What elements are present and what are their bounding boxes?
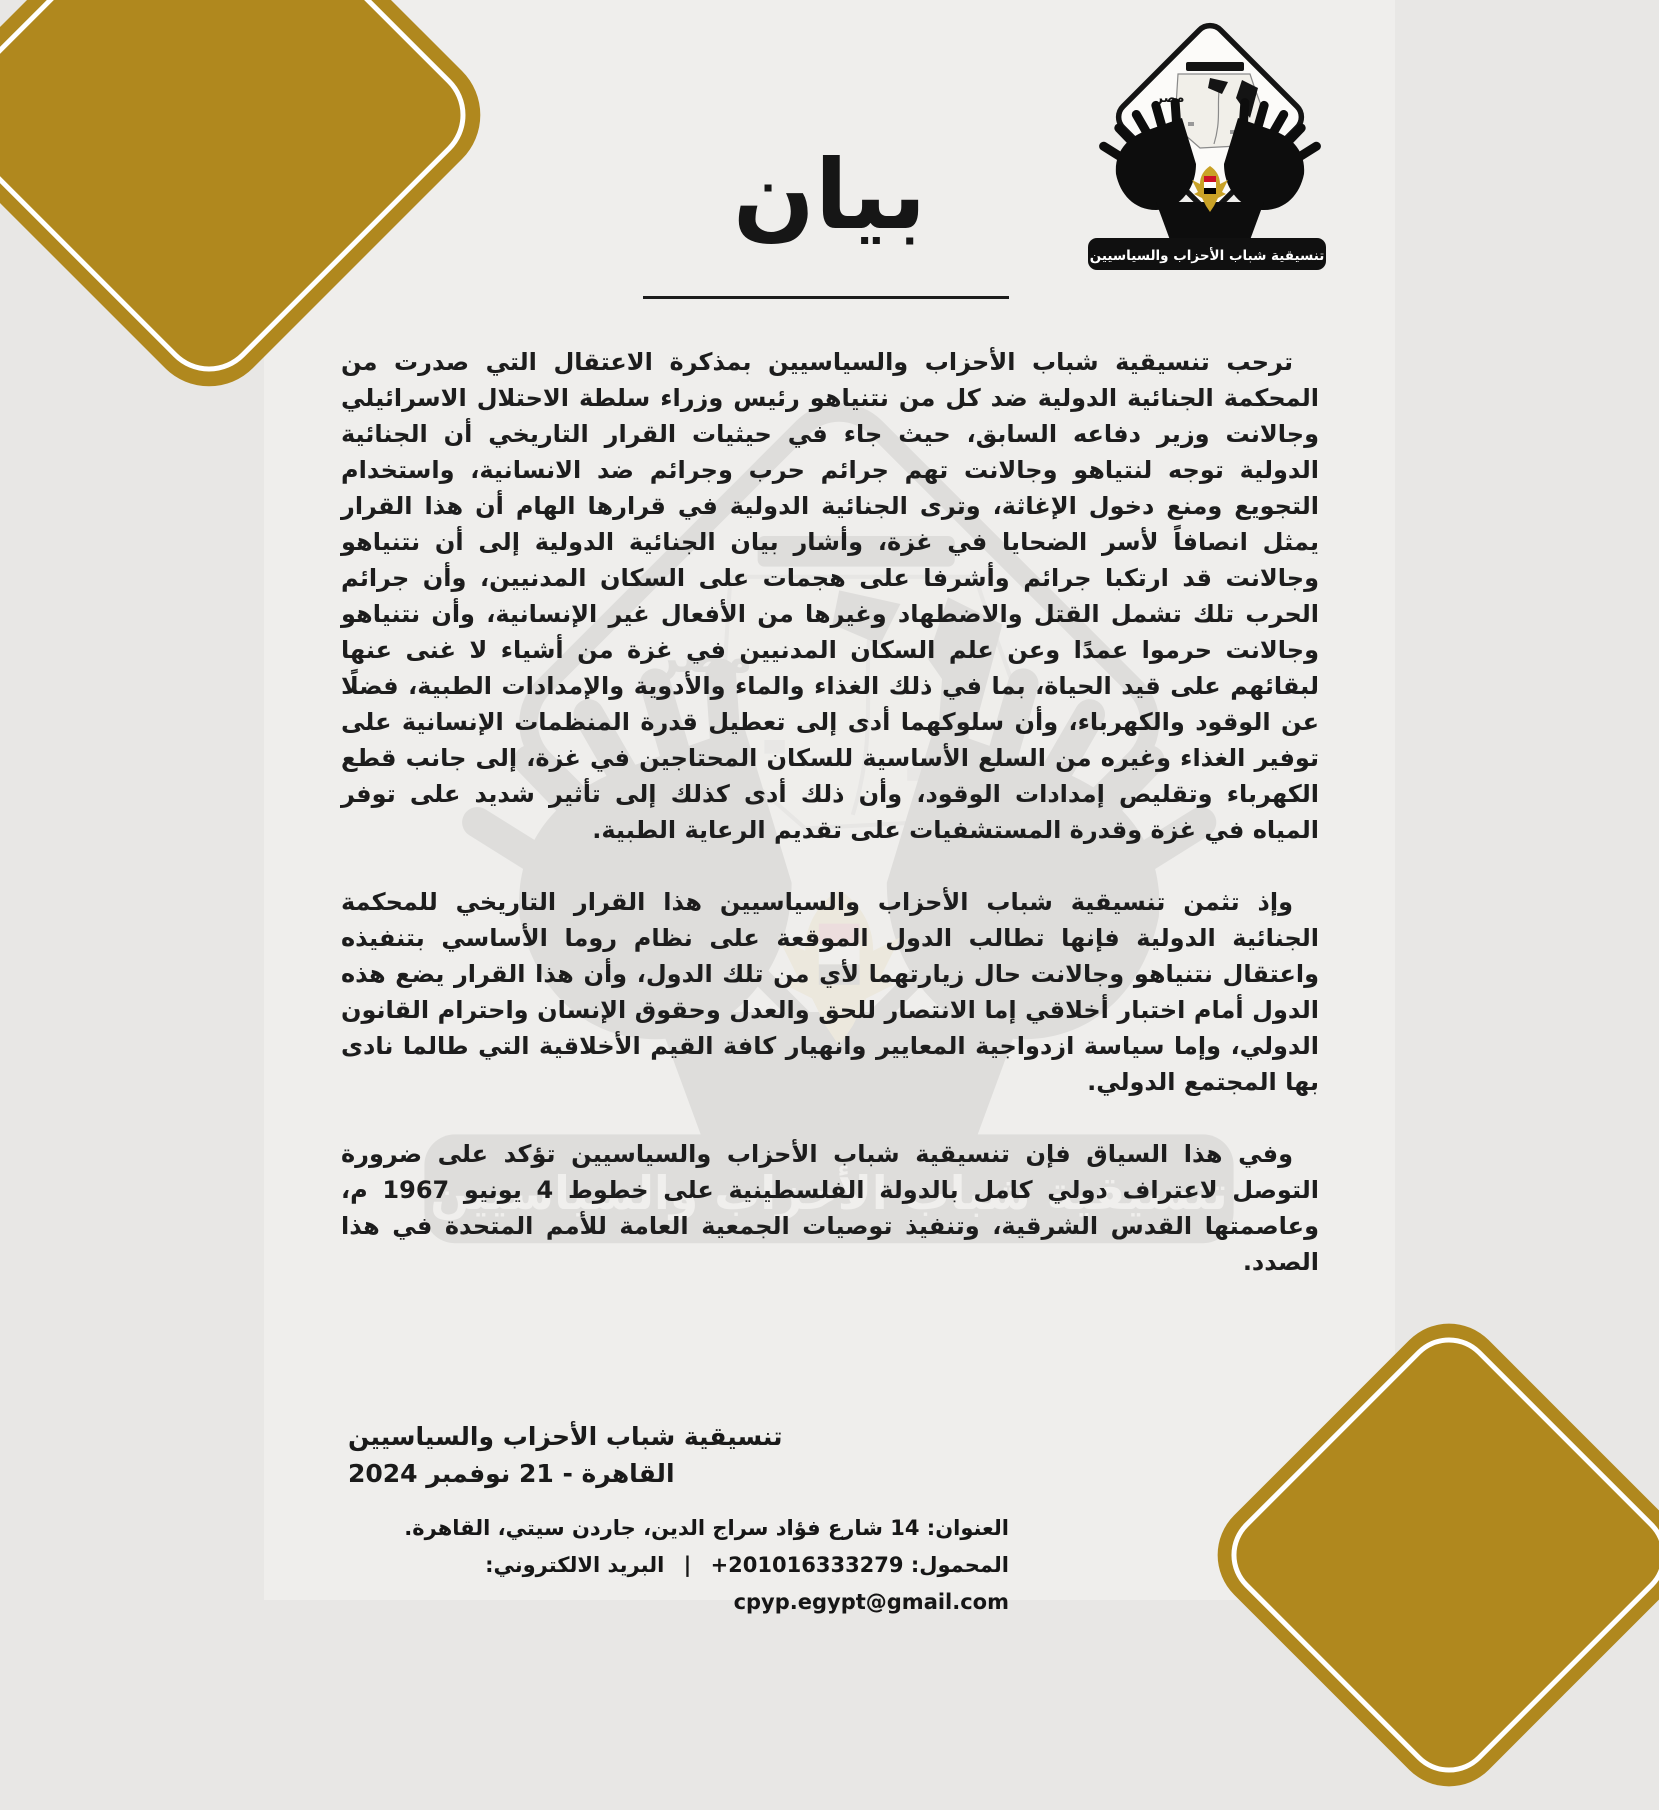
footer-address-line xyxy=(309,1510,1009,1547)
statement-paragraph-1: ترحب تنسيقية شباب الأحزاب والسياسيين بمذكرة الاعتقال التي صدرت من المحكمة الجنائية الدولية ضد كل من نتنياهو رئيس وزراء سلطة الاحتلال الاسرائيلي وجالانت وزير دفاعه السابق، حيث جاء في حيثيات القرار التاريخي أن الجنائية الدولية توجه لنتياهو وجالانت تهم جرائم حرب وجرائم ضد الانسانية، واستخدام التجويع ومنع دخول الإغاثة، وترى الجنائية الدولية في قرارها الهام أن هذا القرار يمثل انصافاً لأسر الضحايا في غزة، وأشار بيان الجنائية الدولية إلى أن نتنياهو وجالانت قد ارتكبا جرائم وأشرفا على هجمات على السكان المدنيين، وأن جرائم الحرب تلك تشمل القتل والاضطهاد وغيرها من الأفعال غير الإنسانية، وأن نتنياهو وجالانت حرموا عمدًا وعن علم السكان المدنيين في غزة من أشياء لا غنى عنها لبقائهم على قيد الحياة، بما في ذلك الغذاء والماء والأدوية والإمدادات الطبية، فضلًا عن الوقود والكهرباء، وأن سلوكهما أدى إلى تعطيل قدرة المنظمات الإنسانية على توفير الغذاء وغيره من السلع الأساسية للسكان المحتاجين في غزة، إلى جانب قطع الكهرباء وتقليص إمدادات الوقود، وأن ذلك أدى كذلك إلى تأثير شديد على توفر المياه في غزة وقدرة المستشفيات على تقديم الرعاية الطبية. xyxy=(341,348,1319,844)
footer-contact xyxy=(309,1510,1009,1621)
statement-paragraph-3: وفي هذا السياق فإن تنسيقية شباب الأحزاب والسياسيين تؤكد على ضرورة التوصل لاعتراف دولي كامل بالدولة الفلسطينية على خطوط 4 يونيو 1967 م، وعاصمتها القدس الشرقية، وتنفيذ توصيات الجمعية العامة للأمم المتحدة في هذا الصدد. xyxy=(341,1140,1320,1276)
statement-paragraph-2: وإذ تثمن تنسيقية شباب الأحزاب والسياسيين هذا القرار التاريخي للمحكمة الجنائية الدولية فإنها تطالب الدول الموقعة على نظام روما الأساسي بتنفيذه واعتقال نتنياهو وجالانت حال زيارتهما لأي من تلك الدول، وأن هذا القرار يضع هذه الدول أمام اختبار أخلاقي إما الانتصار للحق والعدل وحقوق الإنسان واحترام القانون الدولي، وإما سياسة ازدواجية المعايير وانهيار كافة القيم الأخلاقية التي طالما نادى بها المجتمع الدولي. xyxy=(341,888,1319,1096)
footer-separator: | xyxy=(683,1553,692,1577)
email-address: cpyp.egypt@gmail.com xyxy=(733,1590,1009,1614)
address-value: 14 شارع فؤاد سراج الدين، جاردن سيتي، القاهرة. xyxy=(404,1516,920,1540)
signature-block xyxy=(348,1418,782,1492)
gold-corner-bottom-right xyxy=(1194,1300,1659,1809)
phone-number: +201016333279 xyxy=(710,1553,904,1577)
mobile-label: المحمول: xyxy=(910,1553,1009,1577)
signature-place-date: القاهرة - 21 نوفمبر 2024 xyxy=(348,1459,675,1488)
gold-corner-inner-line xyxy=(1213,1319,1659,1791)
address-label: العنوان: xyxy=(926,1516,1009,1540)
statement-page xyxy=(264,0,1395,1614)
page-title: بيان xyxy=(732,139,927,251)
title-divider xyxy=(643,296,1009,299)
email-label: البريد الالكتروني: xyxy=(485,1553,665,1577)
signature-org: تنسيقية شباب الأحزاب والسياسيين xyxy=(348,1422,783,1451)
statement-body xyxy=(341,344,1319,1316)
footer-contacts-line xyxy=(309,1547,1009,1621)
